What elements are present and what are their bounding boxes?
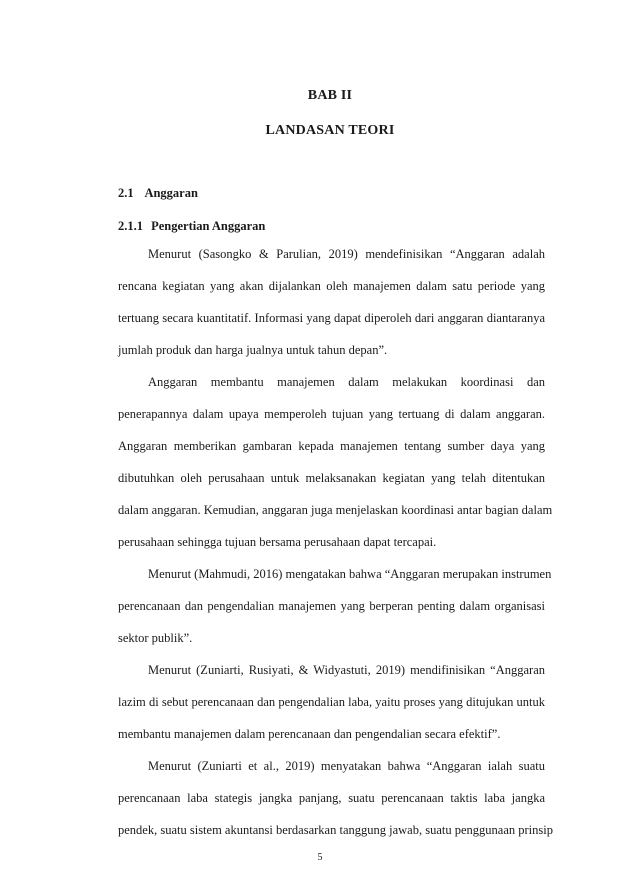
text-line: membantu manajemen dalam perencanaan dan pengendalian secara efektif”. — [118, 727, 501, 741]
chapter-number: BAB II — [307, 88, 353, 103]
text-line: tertuang secara kuantitatif. Informasi yang dapat diperoleh dari anggaran diantaranya — [118, 311, 545, 325]
subsection-heading — [118, 219, 265, 234]
chapter-title: LANDASAN TEORI — [265, 123, 395, 138]
text-line: dalam anggaran. Kemudian, anggaran juga menjelaskan koordinasi antar bagian dalam — [118, 503, 553, 517]
text-line: rencana kegiatan yang akan dijalankan oleh manajemen dalam satu periode yang — [118, 279, 545, 293]
text-line: penerapannya dalam upaya memperoleh tujuan yang tertuang di dalam anggaran. — [118, 407, 545, 421]
text-line: perencanaan dan pengendalian manajemen yang berperan penting dalam organisasi — [118, 599, 545, 613]
text-line: Menurut (Zuniarti, Rusiyati, & Widyastuti, 2019) mendifinisikan “Anggaran — [148, 663, 545, 677]
section-number: 2.1 — [118, 186, 134, 200]
text-line: Menurut (Zuniarti et al., 2019) menyatakan bahwa “Anggaran ialah suatu — [148, 759, 545, 773]
text-line: sektor publik”. — [118, 631, 193, 645]
subsection-title: Pengertian Anggaran — [151, 219, 266, 233]
subsection-number: 2.1.1 — [118, 219, 143, 233]
page-number: 5 — [317, 852, 323, 863]
text-line: Anggaran membantu manajemen dalam melakukan koordinasi dan — [148, 375, 545, 389]
text-line: perusahaan sehingga tujuan bersama perusahaan dapat tercapai. — [118, 535, 437, 549]
text-line: lazim di sebut perencanaan dan pengendalian laba, yaitu proses yang ditujukan untuk — [118, 695, 545, 709]
text-line: dibutuhkan oleh perusahaan untuk melaksanakan kegiatan yang telah ditentukan — [118, 471, 545, 485]
text-line: Menurut (Mahmudi, 2016) mengatakan bahwa “Anggaran merupakan instrumen — [148, 567, 552, 581]
text-line: pendek, suatu sistem akuntansi berdasarkan tanggung jawab, suatu penggunaan prinsip — [118, 823, 553, 837]
text-line: perencanaan laba stategis jangka panjang, suatu perencanaan taktis laba jangka — [118, 791, 545, 805]
section-title: Anggaran — [144, 186, 198, 200]
section-heading — [118, 186, 198, 201]
text-line: Anggaran memberikan gambaran kepada manajemen tentang sumber daya yang — [118, 439, 545, 453]
text-line: Menurut (Sasongko & Parulian, 2019) mendefinisikan “Anggaran adalah — [148, 247, 545, 261]
text-line: jumlah produk dan harga jualnya untuk tahun depan”. — [118, 343, 388, 357]
